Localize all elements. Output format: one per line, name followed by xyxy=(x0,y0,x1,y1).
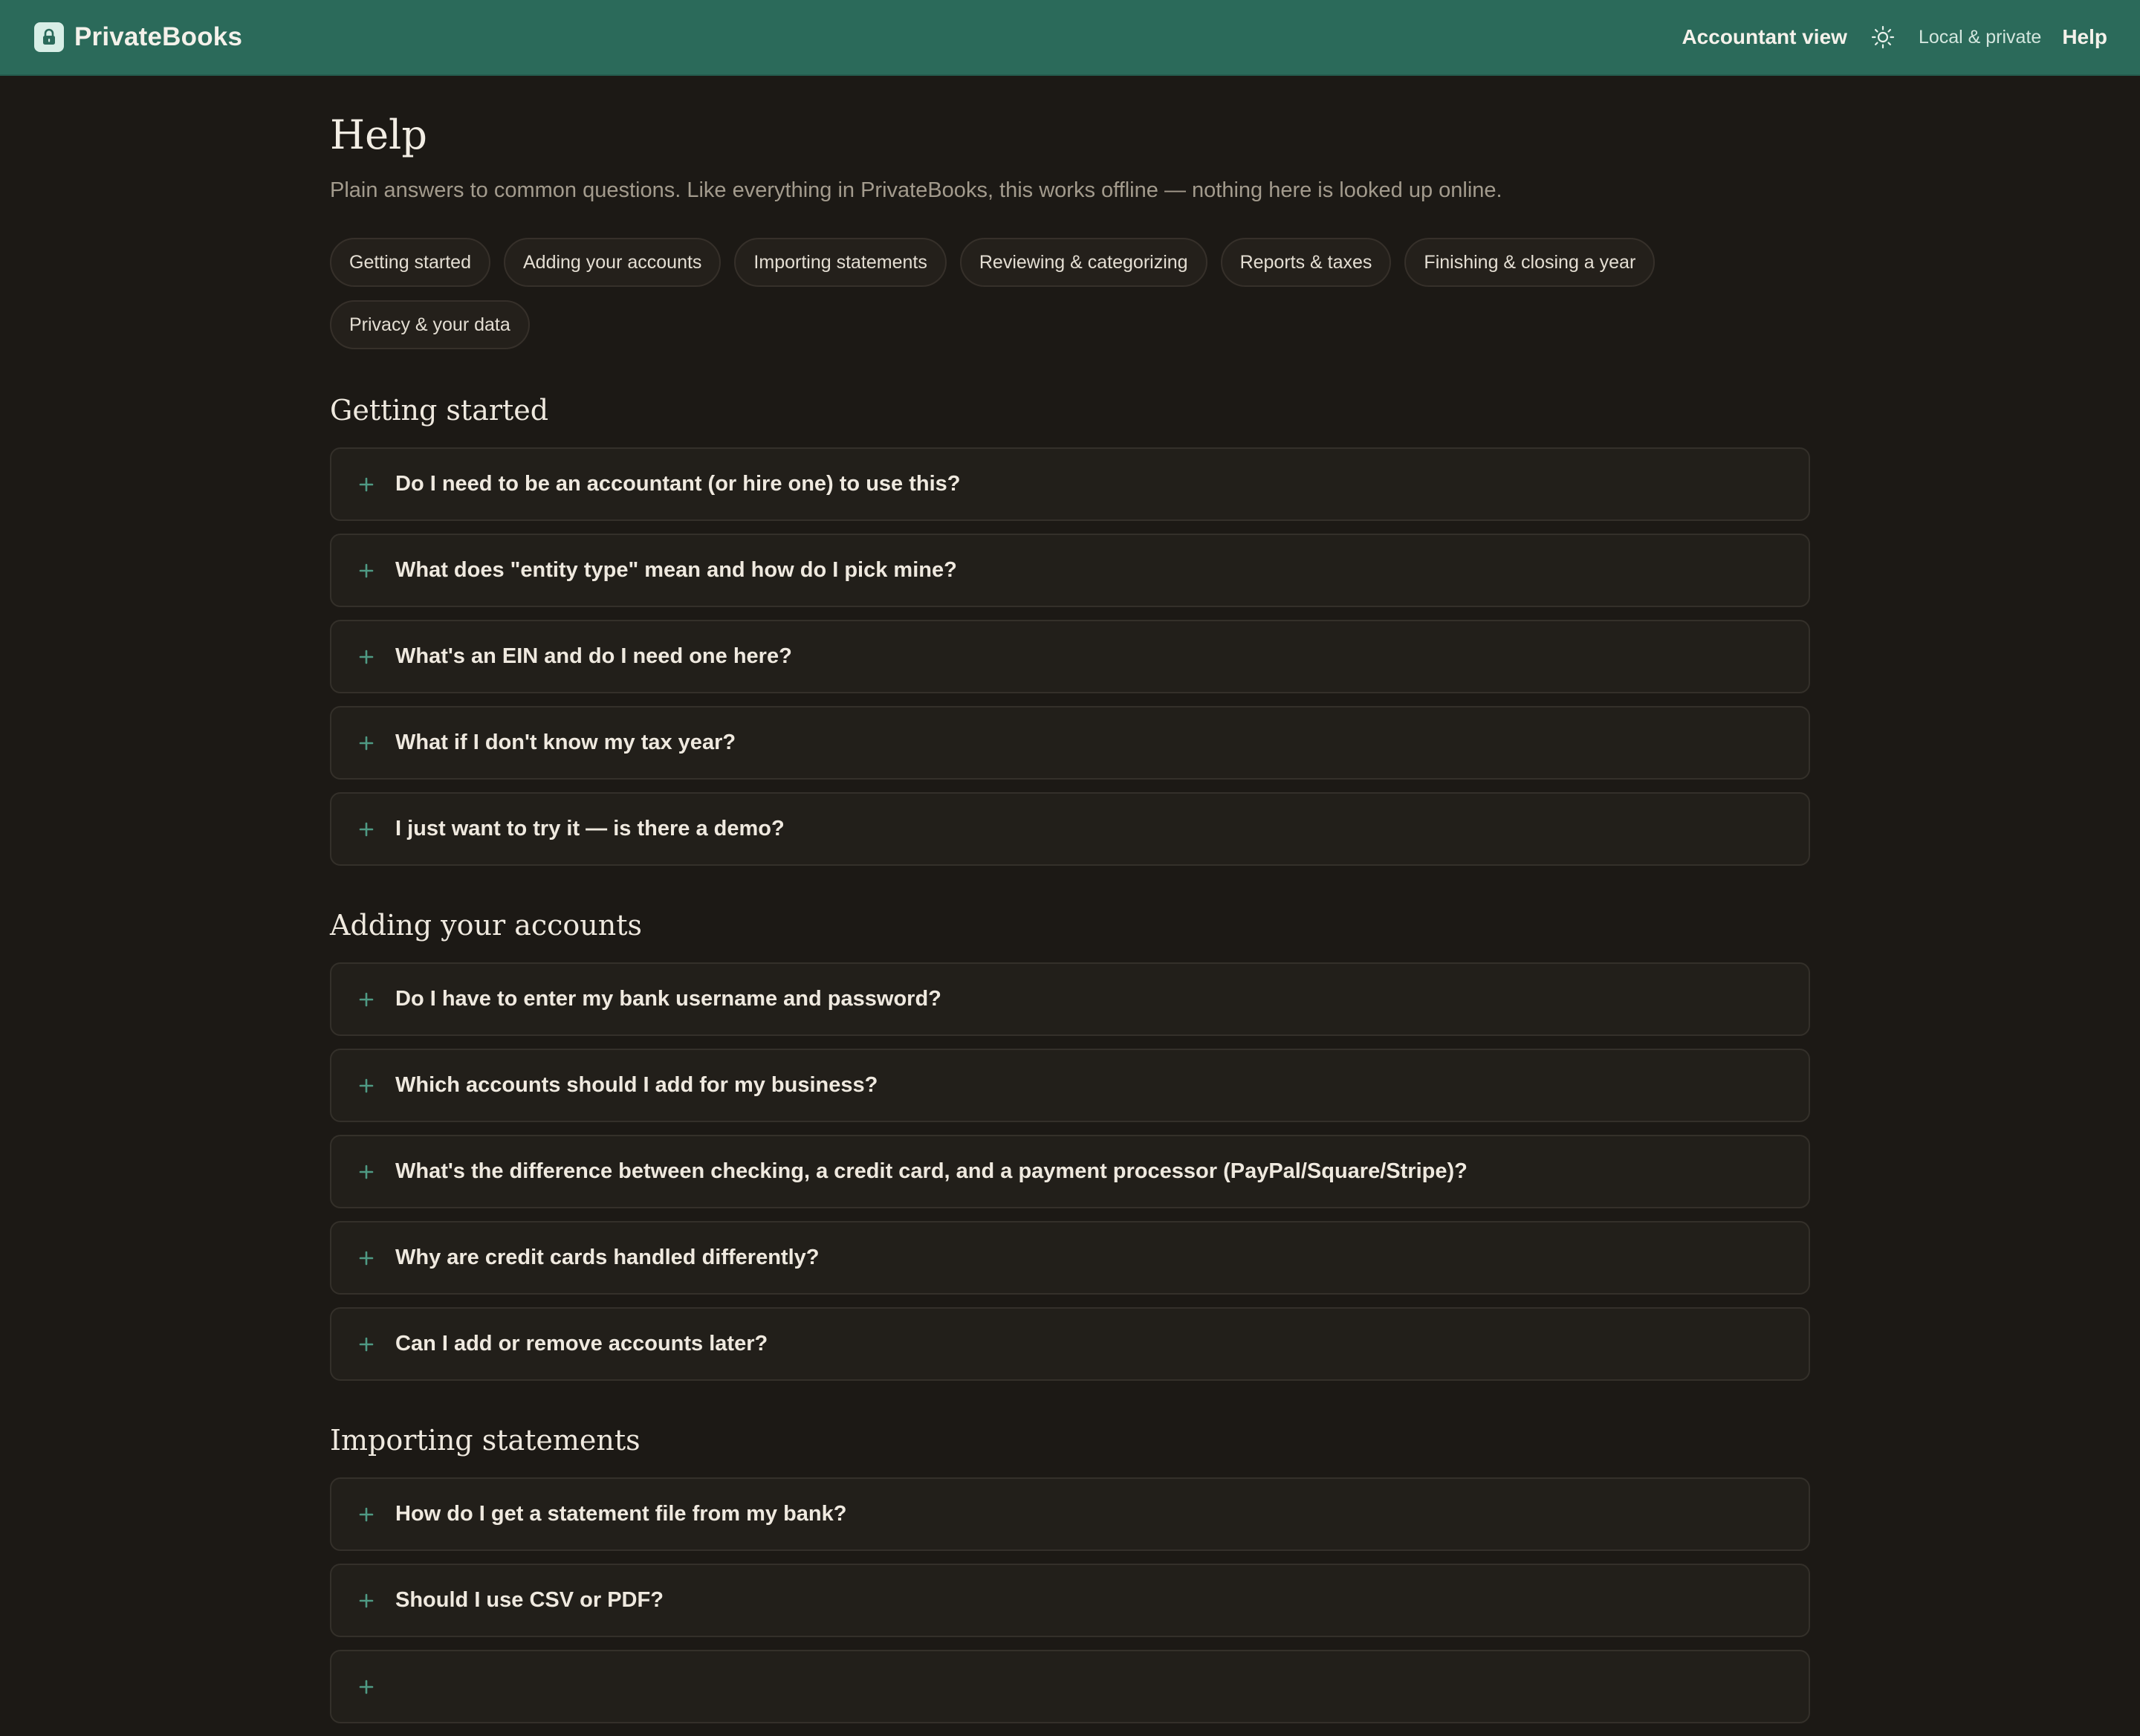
chip-reports-taxes[interactable]: Reports & taxes xyxy=(1221,238,1392,287)
faq-item[interactable] xyxy=(330,1135,1810,1208)
plus-icon xyxy=(358,476,374,493)
help-page xyxy=(330,76,1810,1736)
faq-list-importing-statements xyxy=(330,1477,1810,1723)
local-private-status: Local & private xyxy=(1918,26,2042,48)
plus-icon xyxy=(358,1679,374,1695)
plus-icon xyxy=(358,1164,374,1180)
faq-question: Do I need to be an accountant (or hire one) to use this? xyxy=(395,472,961,496)
faq-question: Should I use CSV or PDF? xyxy=(395,1588,664,1612)
section-heading-importing-statements: Importing statements xyxy=(330,1424,641,1457)
faq-question: What does "entity type" mean and how do I pick mine? xyxy=(395,558,957,582)
section-heading-getting-started: Getting started xyxy=(330,394,549,427)
plus-icon xyxy=(358,991,374,1008)
page-title: Help xyxy=(330,111,427,158)
faq-list-adding-accounts xyxy=(330,962,1810,1381)
faq-question: Which accounts should I add for my business? xyxy=(395,1073,878,1097)
faq-question: Why are credit cards handled differently? xyxy=(395,1246,820,1269)
faq-question: What's an EIN and do I need one here? xyxy=(395,644,792,668)
theme-toggle-button[interactable] xyxy=(1870,24,1896,51)
chip-getting-started[interactable]: Getting started xyxy=(330,238,490,287)
faq-item[interactable] xyxy=(330,1307,1810,1381)
app-name: PrivateBooks xyxy=(74,22,243,51)
brand[interactable] xyxy=(34,22,242,52)
top-nav xyxy=(1682,24,2107,51)
faq-item[interactable] xyxy=(330,1477,1810,1551)
sun-icon xyxy=(1871,25,1895,49)
page-subtitle: Plain answers to common questions. Like everything in PrivateBooks, this works offline — nothing here is looked up online. xyxy=(330,178,1502,202)
faq-item[interactable] xyxy=(330,1650,1810,1723)
chip-finishing-closing-year[interactable]: Finishing & closing a year xyxy=(1404,238,1655,287)
accountant-view-link[interactable]: Accountant view xyxy=(1682,25,1847,48)
plus-icon xyxy=(358,821,374,838)
faq-item[interactable] xyxy=(330,1564,1810,1637)
plus-icon xyxy=(358,1336,374,1353)
help-link[interactable]: Help xyxy=(2062,25,2107,48)
faq-item[interactable] xyxy=(330,962,1810,1036)
faq-item[interactable] xyxy=(330,706,1810,780)
plus-icon xyxy=(358,1593,374,1609)
faq-item[interactable] xyxy=(330,534,1810,607)
faq-question: Do I have to enter my bank username and password? xyxy=(395,987,941,1011)
faq-item[interactable] xyxy=(330,620,1810,693)
plus-icon xyxy=(358,649,374,665)
plus-icon xyxy=(358,1250,374,1266)
faq-question: What if I don't know my tax year? xyxy=(395,731,736,754)
faq-item[interactable] xyxy=(330,792,1810,866)
plus-icon xyxy=(358,563,374,579)
faq-list-getting-started xyxy=(330,447,1810,866)
chip-adding-accounts[interactable]: Adding your accounts xyxy=(504,238,721,287)
faq-question: I just want to try it — is there a demo? xyxy=(395,817,785,841)
top-bar xyxy=(0,0,2140,76)
chip-privacy-data[interactable]: Privacy & your data xyxy=(330,300,530,349)
faq-question: Can I add or remove accounts later? xyxy=(395,1332,768,1356)
section-heading-adding-accounts: Adding your accounts xyxy=(330,909,643,942)
lock-icon xyxy=(34,22,64,52)
faq-item[interactable] xyxy=(330,447,1810,521)
faq-item[interactable] xyxy=(330,1049,1810,1122)
plus-icon xyxy=(358,1506,374,1523)
faq-question: What's the difference between checking, a credit card, and a payment processor (PayPal/Square/Stripe)? xyxy=(395,1159,1468,1183)
topic-chips xyxy=(330,238,1810,349)
plus-icon xyxy=(358,1078,374,1094)
chip-importing-statements[interactable]: Importing statements xyxy=(734,238,946,287)
faq-item[interactable] xyxy=(330,1221,1810,1295)
plus-icon xyxy=(358,735,374,751)
faq-question: How do I get a statement file from my bank? xyxy=(395,1502,847,1526)
chip-reviewing-categorizing[interactable]: Reviewing & categorizing xyxy=(960,238,1207,287)
